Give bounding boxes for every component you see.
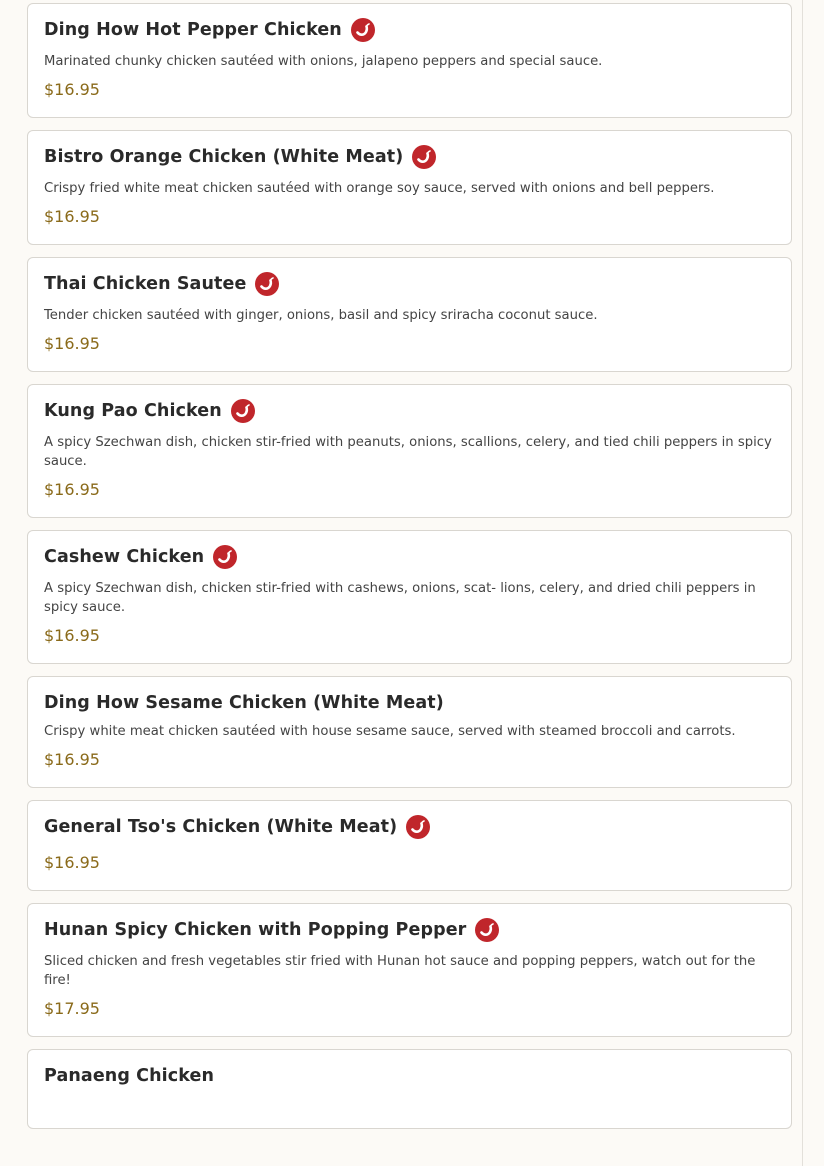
- menu-item-price: $16.95: [44, 480, 100, 499]
- chili-pepper-icon: [255, 272, 279, 296]
- menu-item-price: $16.95: [44, 207, 100, 226]
- menu-item-description: A spicy Szechwan dish, chicken stir-fried with cashews, onions, scat- lions, celery, and dried chili peppers in spicy sauce.: [44, 581, 756, 615]
- menu-item-list: [27, 0, 792, 1141]
- chili-pepper-icon: [213, 545, 237, 569]
- chili-pepper-icon: [406, 815, 430, 839]
- menu-item-price: $16.95: [44, 80, 100, 99]
- menu-item-description: Marinated chunky chicken sautéed with onions, jalapeno peppers and special sauce.: [44, 54, 603, 69]
- menu-item-description: Sliced chicken and fresh vegetables stir fried with Hunan hot sauce and popping peppers, watch out for the fire!: [44, 954, 756, 988]
- chili-pepper-icon: [475, 918, 499, 942]
- menu-item-card[interactable]: [27, 903, 792, 1037]
- menu-item-title: Cashew Chicken: [44, 547, 205, 567]
- menu-item-card[interactable]: [27, 1049, 792, 1129]
- menu-item-price: $17.95: [44, 999, 100, 1018]
- menu-item-description: Tender chicken sautéed with ginger, onions, basil and spicy sriracha coconut sauce.: [44, 308, 598, 323]
- menu-item-title: Kung Pao Chicken: [44, 401, 222, 421]
- menu-item-title: Hunan Spicy Chicken with Popping Pepper: [44, 920, 467, 940]
- menu-item-card[interactable]: [27, 530, 792, 664]
- menu-item-title: General Tso's Chicken (White Meat): [44, 817, 398, 837]
- menu-item-title: Bistro Orange Chicken (White Meat): [44, 147, 404, 167]
- menu-item-card[interactable]: [27, 3, 792, 118]
- chili-pepper-icon: [412, 145, 436, 169]
- menu-item-card[interactable]: [27, 257, 792, 372]
- chili-pepper-icon: [231, 399, 255, 423]
- menu-item-title: Panaeng Chicken: [44, 1066, 215, 1086]
- menu-item-title: Thai Chicken Sautee: [44, 274, 247, 294]
- menu-item-price: $16.95: [44, 334, 100, 353]
- menu-item-description: Crispy fried white meat chicken sautéed with orange soy sauce, served with onions and bell peppers.: [44, 181, 715, 196]
- chili-pepper-icon: [351, 18, 375, 42]
- menu-item-price: $16.95: [44, 853, 100, 872]
- menu-item-card[interactable]: [27, 130, 792, 245]
- menu-item-description: Crispy white meat chicken sautéed with house sesame sauce, served with steamed broccoli and carrots.: [44, 724, 736, 739]
- menu-item-price: $16.95: [44, 626, 100, 645]
- menu-item-card[interactable]: [27, 800, 792, 891]
- menu-item-card[interactable]: [27, 384, 792, 518]
- menu-item-description: A spicy Szechwan dish, chicken stir-fried with peanuts, onions, scallions, celery, and tied chili peppers in spicy sauce.: [44, 435, 772, 469]
- menu-item-price: $16.95: [44, 750, 100, 769]
- menu-item-title: Ding How Hot Pepper Chicken: [44, 20, 342, 40]
- menu-item-title: Ding How Sesame Chicken (White Meat): [44, 693, 444, 713]
- menu-item-card[interactable]: [27, 676, 792, 788]
